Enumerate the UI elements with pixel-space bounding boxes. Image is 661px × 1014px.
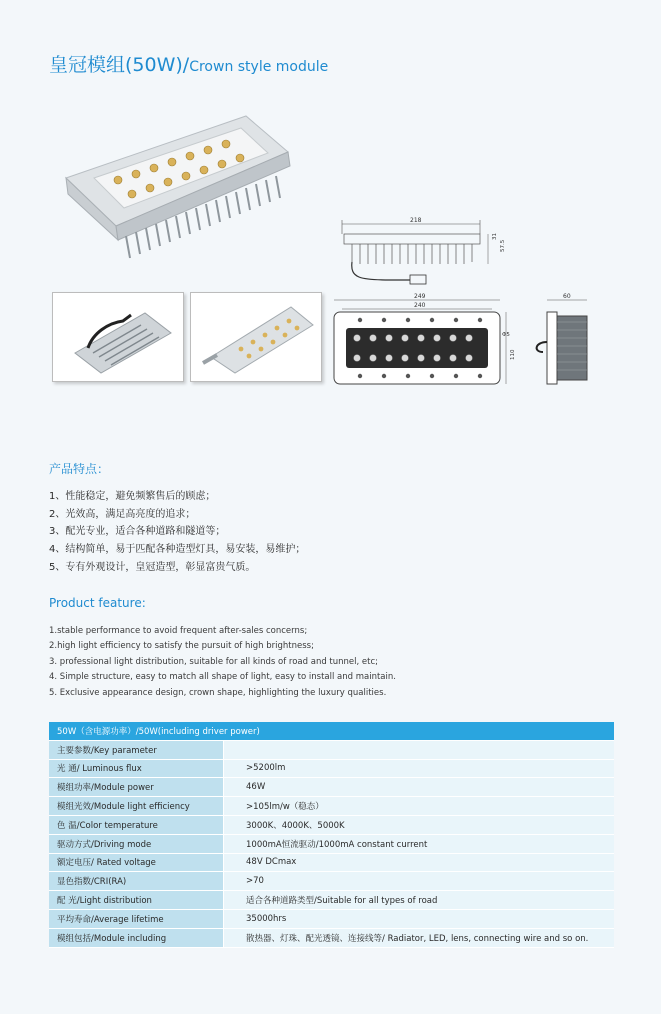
row-value: >70 [224, 872, 615, 891]
dim-front-width-outer: 249 [414, 293, 426, 300]
title-en: Crown style module [189, 59, 329, 75]
table-row [49, 834, 614, 853]
list-item: 3、配光专业，适合各种道路和隧道等； [49, 526, 226, 538]
list-item: 1、性能稳定，避免频繁售后的顾虑； [49, 491, 216, 502]
list-item: 2.high light efficiency to satisfy the pursuit of high brightness; [49, 641, 314, 652]
technical-drawing-front [330, 290, 520, 390]
table-row [49, 759, 614, 778]
spec-header: 50W（含电源功率）/50W(including driver power) [49, 722, 614, 740]
list-item: 2、光效高，满足高亮度的追求； [49, 508, 196, 520]
dim-side-depth: 60 [563, 293, 571, 300]
features-en-heading: Product feature: [49, 596, 146, 610]
list-item: 3. professional light distribution, suitable for all kinds of road and tunnel, etc; [49, 656, 379, 667]
row-value: 46W [224, 778, 615, 797]
dim-top-height-a: 31 [492, 233, 498, 240]
row-label: 平均寿命/Average lifetime [49, 909, 224, 928]
module-product-image [56, 108, 296, 268]
table-row [49, 740, 614, 759]
list-item: 4、结构简单，易于匹配各种造型灯具，易安装，易维护； [49, 544, 306, 556]
dim-front-width-inner: 240 [414, 302, 426, 309]
row-label: 模组功率/Module power [49, 778, 224, 797]
row-value: 3000K、4000K、5000K [224, 815, 615, 834]
title-cn: 皇冠模组(50W)/ [49, 54, 190, 76]
row-label: 色 温/Color temperature [49, 815, 224, 834]
dim-top-height-b: 57.5 [500, 239, 506, 252]
row-label: 驱动方式/Driving mode [49, 834, 224, 853]
key-parameter-label: 主要参数/Key parameter [49, 740, 224, 759]
table-row [49, 815, 614, 834]
row-value: 散热器、灯珠、配光透镜、连接线等/ Radiator, LED, lens, connecting wire and so on. [224, 928, 615, 947]
dim-top-width: 218 [410, 217, 422, 224]
row-label: 额定电压/ Rated voltage [49, 853, 224, 872]
thumbnail-angled-view [190, 292, 322, 382]
row-value: 1000mA恒流驱动/1000mA constant current [224, 834, 615, 853]
spec-table [49, 722, 614, 948]
row-value: >105lm/w（稳态） [224, 797, 615, 816]
dim-front-height: 110 [510, 349, 516, 360]
row-value: >5200lm [224, 759, 615, 778]
page-title [49, 50, 328, 77]
features-cn-list [49, 488, 305, 577]
dim-hole: Φ5 [502, 332, 510, 338]
features-cn-heading: 产品特点： [49, 462, 110, 476]
row-value: 48V DCmax [224, 853, 615, 872]
technical-drawing-top [330, 212, 510, 292]
thumbnail-back-view [52, 292, 184, 382]
row-label: 模组包括/Module including [49, 928, 224, 947]
list-item: 1.stable performance to avoid frequent after-sales concerns; [49, 626, 308, 636]
row-label: 配 光/Light distribution [49, 891, 224, 910]
table-row [49, 928, 614, 947]
table-row [49, 909, 614, 928]
table-row [49, 872, 614, 891]
row-value: 35000hrs [224, 909, 615, 928]
table-header-row [49, 722, 614, 740]
row-label: 光 通/ Luminous flux [49, 759, 224, 778]
list-item: 4. Simple structure, easy to match all shape of light, easy to install and maintain. [49, 672, 396, 683]
list-item: 5、专有外观设计，皇冠造型，彰显富贵气质。 [49, 561, 256, 573]
row-value: 适合各种道路类型/Suitable for all types of road [224, 891, 615, 910]
row-label: 显色指数/CRI(RA) [49, 872, 224, 891]
key-parameter-value [224, 740, 615, 759]
features-en-list [49, 624, 396, 701]
table-row [49, 853, 614, 872]
list-item: 5. Exclusive appearance design, crown shape, highlighting the luxury qualities. [49, 687, 387, 698]
table-row [49, 891, 614, 910]
table-row [49, 797, 614, 816]
row-label: 模组光效/Module light efficiency [49, 797, 224, 816]
technical-drawing-side [525, 290, 600, 390]
table-row [49, 778, 614, 797]
